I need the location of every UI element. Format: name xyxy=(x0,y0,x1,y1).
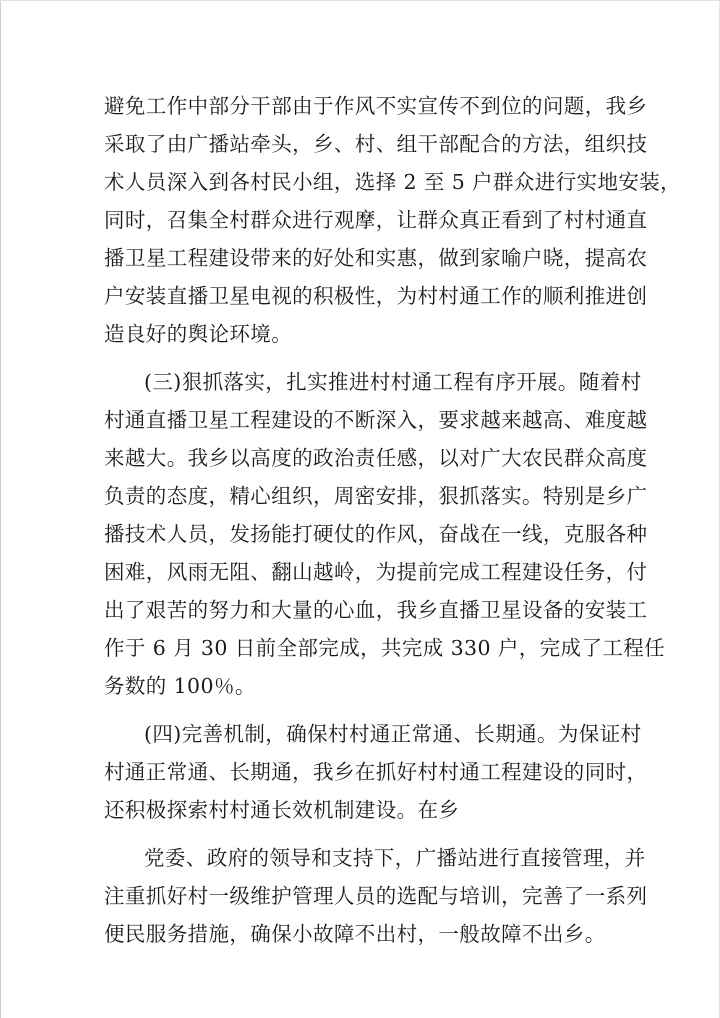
text-line: 便民服务措施，确保小故障不出村，一般故障不出乡。 xyxy=(104,922,606,946)
text-line: 播技术人员，发扬能打硬仗的作风，奋战在一线，克服各种 xyxy=(104,522,648,546)
text-line: 注重抓好村一级维护管理人员的选配与培训，完善了一系列 xyxy=(104,884,648,908)
text-line: 出了艰苦的努力和大量的心血，我乡直播卫星设备的安装工 xyxy=(104,598,648,622)
page-border-top xyxy=(0,0,720,1)
text-line: 困难，风雨无阻、翻山越岭，为提前完成工程建设任务，付 xyxy=(104,560,648,584)
text-line: (四)完善机制，确保村村通正常通、长期通。为保证村 xyxy=(144,722,642,746)
text-line: (三)狠抓落实，扎实推进村村通工程有序开展。随着村 xyxy=(144,370,642,394)
body-text xyxy=(104,87,682,953)
page-border-left xyxy=(0,0,1,1018)
text-line: 户安装直播卫星电视的积极性，为村村通工作的顺利推进创 xyxy=(104,284,648,308)
text-line: 村通正常通、长期通，我乡在抓好村村通工程建设的同时， xyxy=(104,760,648,784)
text-line: 同时，召集全村群众进行观摩，让群众真正看到了村村通直 xyxy=(104,208,648,232)
text-line: 采取了由广播站牵头，乡、村、组干部配合的方法，组织技 xyxy=(104,132,648,156)
text-line: 党委、政府的领导和支持下，广播站进行直接管理，并 xyxy=(144,846,646,870)
text-line: 作于 6 月 30 日前全部完成，共完成 330 户，完成了工程任 xyxy=(104,636,666,660)
text-line: 务数的 100％。 xyxy=(104,674,256,698)
text-line: 村通直播卫星工程建设的不断深入，要求越来越高、难度越 xyxy=(104,408,648,432)
text-line: 播卫星工程建设带来的好处和实惠，做到家喻户晓，提高农 xyxy=(104,246,648,270)
text-line: 术人员深入到各村民小组，选择 2 至 5 户群众进行实地安装， xyxy=(104,170,682,194)
text-line: 造良好的舆论环境。 xyxy=(104,322,293,346)
text-line: 来越大。我乡以高度的政治责任感，以对广大农民群众高度 xyxy=(104,446,648,470)
text-line: 避免工作中部分干部由于作风不实宣传不到位的问题，我乡 xyxy=(104,94,648,118)
text-line: 还积极探索村村通长效机制建设。在乡 xyxy=(104,798,460,822)
text-line: 负责的态度，精心组织，周密安排，狠抓落实。特别是乡广 xyxy=(104,484,648,508)
